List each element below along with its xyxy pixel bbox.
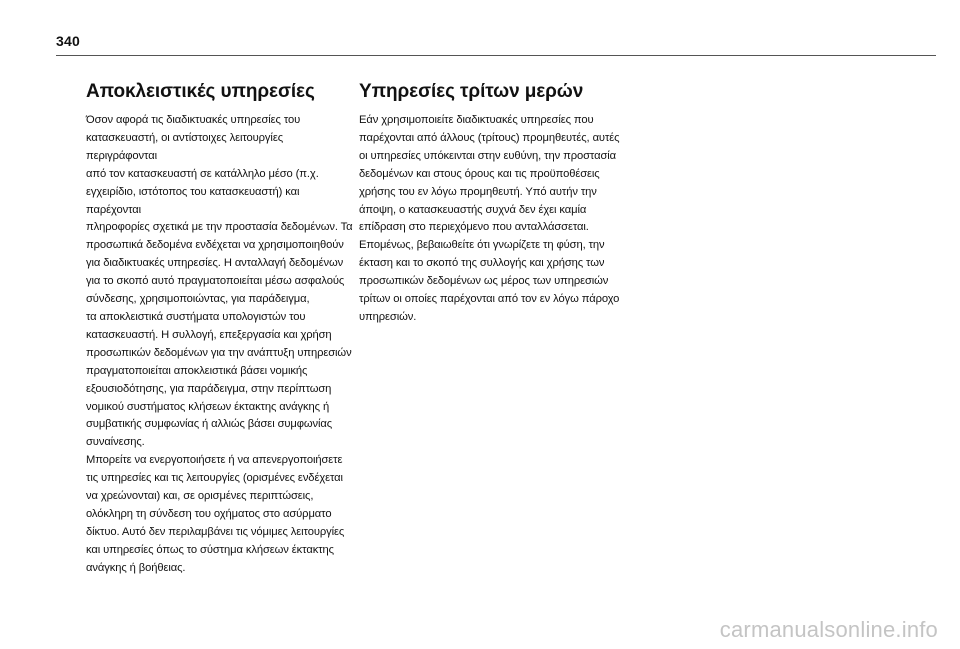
third-party-services-paragraph: Εάν χρησιμοποιείτε διαδικτυακές υπηρεσίες που παρέχονται από άλλους (τρίτους) προμηθευτές, αυτές οι υπηρεσίες υπόκεινται στην ευθύνη, την προστασία δεδομένων και στους όρους και τις προϋποθέσεις χρήσης του εν λόγω προμηθευτή. Υπό αυτήν την άποψη, ο κατασκευαστής συχνά δεν έχει καμία επίδραση στο περιεχόμενο που ανταλλάσσεται. Επομένως, βεβαιωθείτε ότι γνωρίζετε τη φύση, την έκταση και το σκοπό της συλλογής και χρήσης των προσωπικών δεδομένων ως μέρος των υπηρεσιών τρίτων οι οποίες παρέχονται από τον εν λόγω πάροχο υπηρεσιών. — [359, 114, 620, 323]
watermark-text: carmanualsonline.info — [719, 617, 938, 642]
third-party-services-section — [359, 80, 629, 327]
exclusive-services-section — [86, 80, 356, 578]
exclusive-services-paragraph-1: Όσον αφορά τις διαδικτυακές υπηρεσίες του κατασκευαστή, οι αντίστοιχες λειτουργίες περιγράφονται από τον κατασκευαστή σε κατάλληλο μέσο (π.χ. εγχειρίδιο, ιστότοπος του κατασκευαστή) και παρέχονται πληροφορίες σχετικά με την προστασία δεδομένων. Τα προσωπικά δεδομένα ενδέχεται να χρησιμοποιηθούν για διαδικτυακές υπηρεσίες. Η ανταλλαγή δεδομένων για το σκοπό αυτό πραγματοποιείται μέσω ασφαλούς σύνδεσης, χρησιμοποιώντας, για παράδειγμα, τα αποκλειστικά συστήματα υπολογιστών του κατασκευαστή. Η συλλογή, επεξεργασία και χρήση προσωπικών δεδομένων για την ανάπτυξη υπηρεσιών πραγματοποιείται αποκλειστικά βάσει νομικής εξουσιοδότησης, για παράδειγμα, στην περίπτωση νομικού συστήματος κλήσεων έκτακτης ανάγκης ή συμβατικής συμφωνίας ή αλλιώς βάσει συμφωνίας συναίνεσης. — [86, 114, 353, 449]
exclusive-services-heading: Αποκλειστικές υπηρεσίες — [86, 81, 315, 102]
page-number: 340 — [56, 33, 80, 49]
exclusive-services-paragraph-2: Μπορείτε να ενεργοποιήσετε ή να απενεργοποιήσετε τις υπηρεσίες και τις λειτουργίες (ορισμένες ενδέχεται να χρεώνονται) και, σε ορισμένες περιπτώσεις, ολόκληρη τη σύνδεση του οχήματος στο ασύρματο δίκτυο. Αυτό δεν περιλαμβάνει τις νόμιμες λειτουργίες και υπηρεσίες όπως το σύστημα κλήσεων έκτακτης ανάγκης ή βοήθειας. — [86, 454, 345, 574]
third-party-services-heading: Υπηρεσίες τρίτων μερών — [359, 81, 584, 102]
header-divider — [56, 55, 936, 56]
